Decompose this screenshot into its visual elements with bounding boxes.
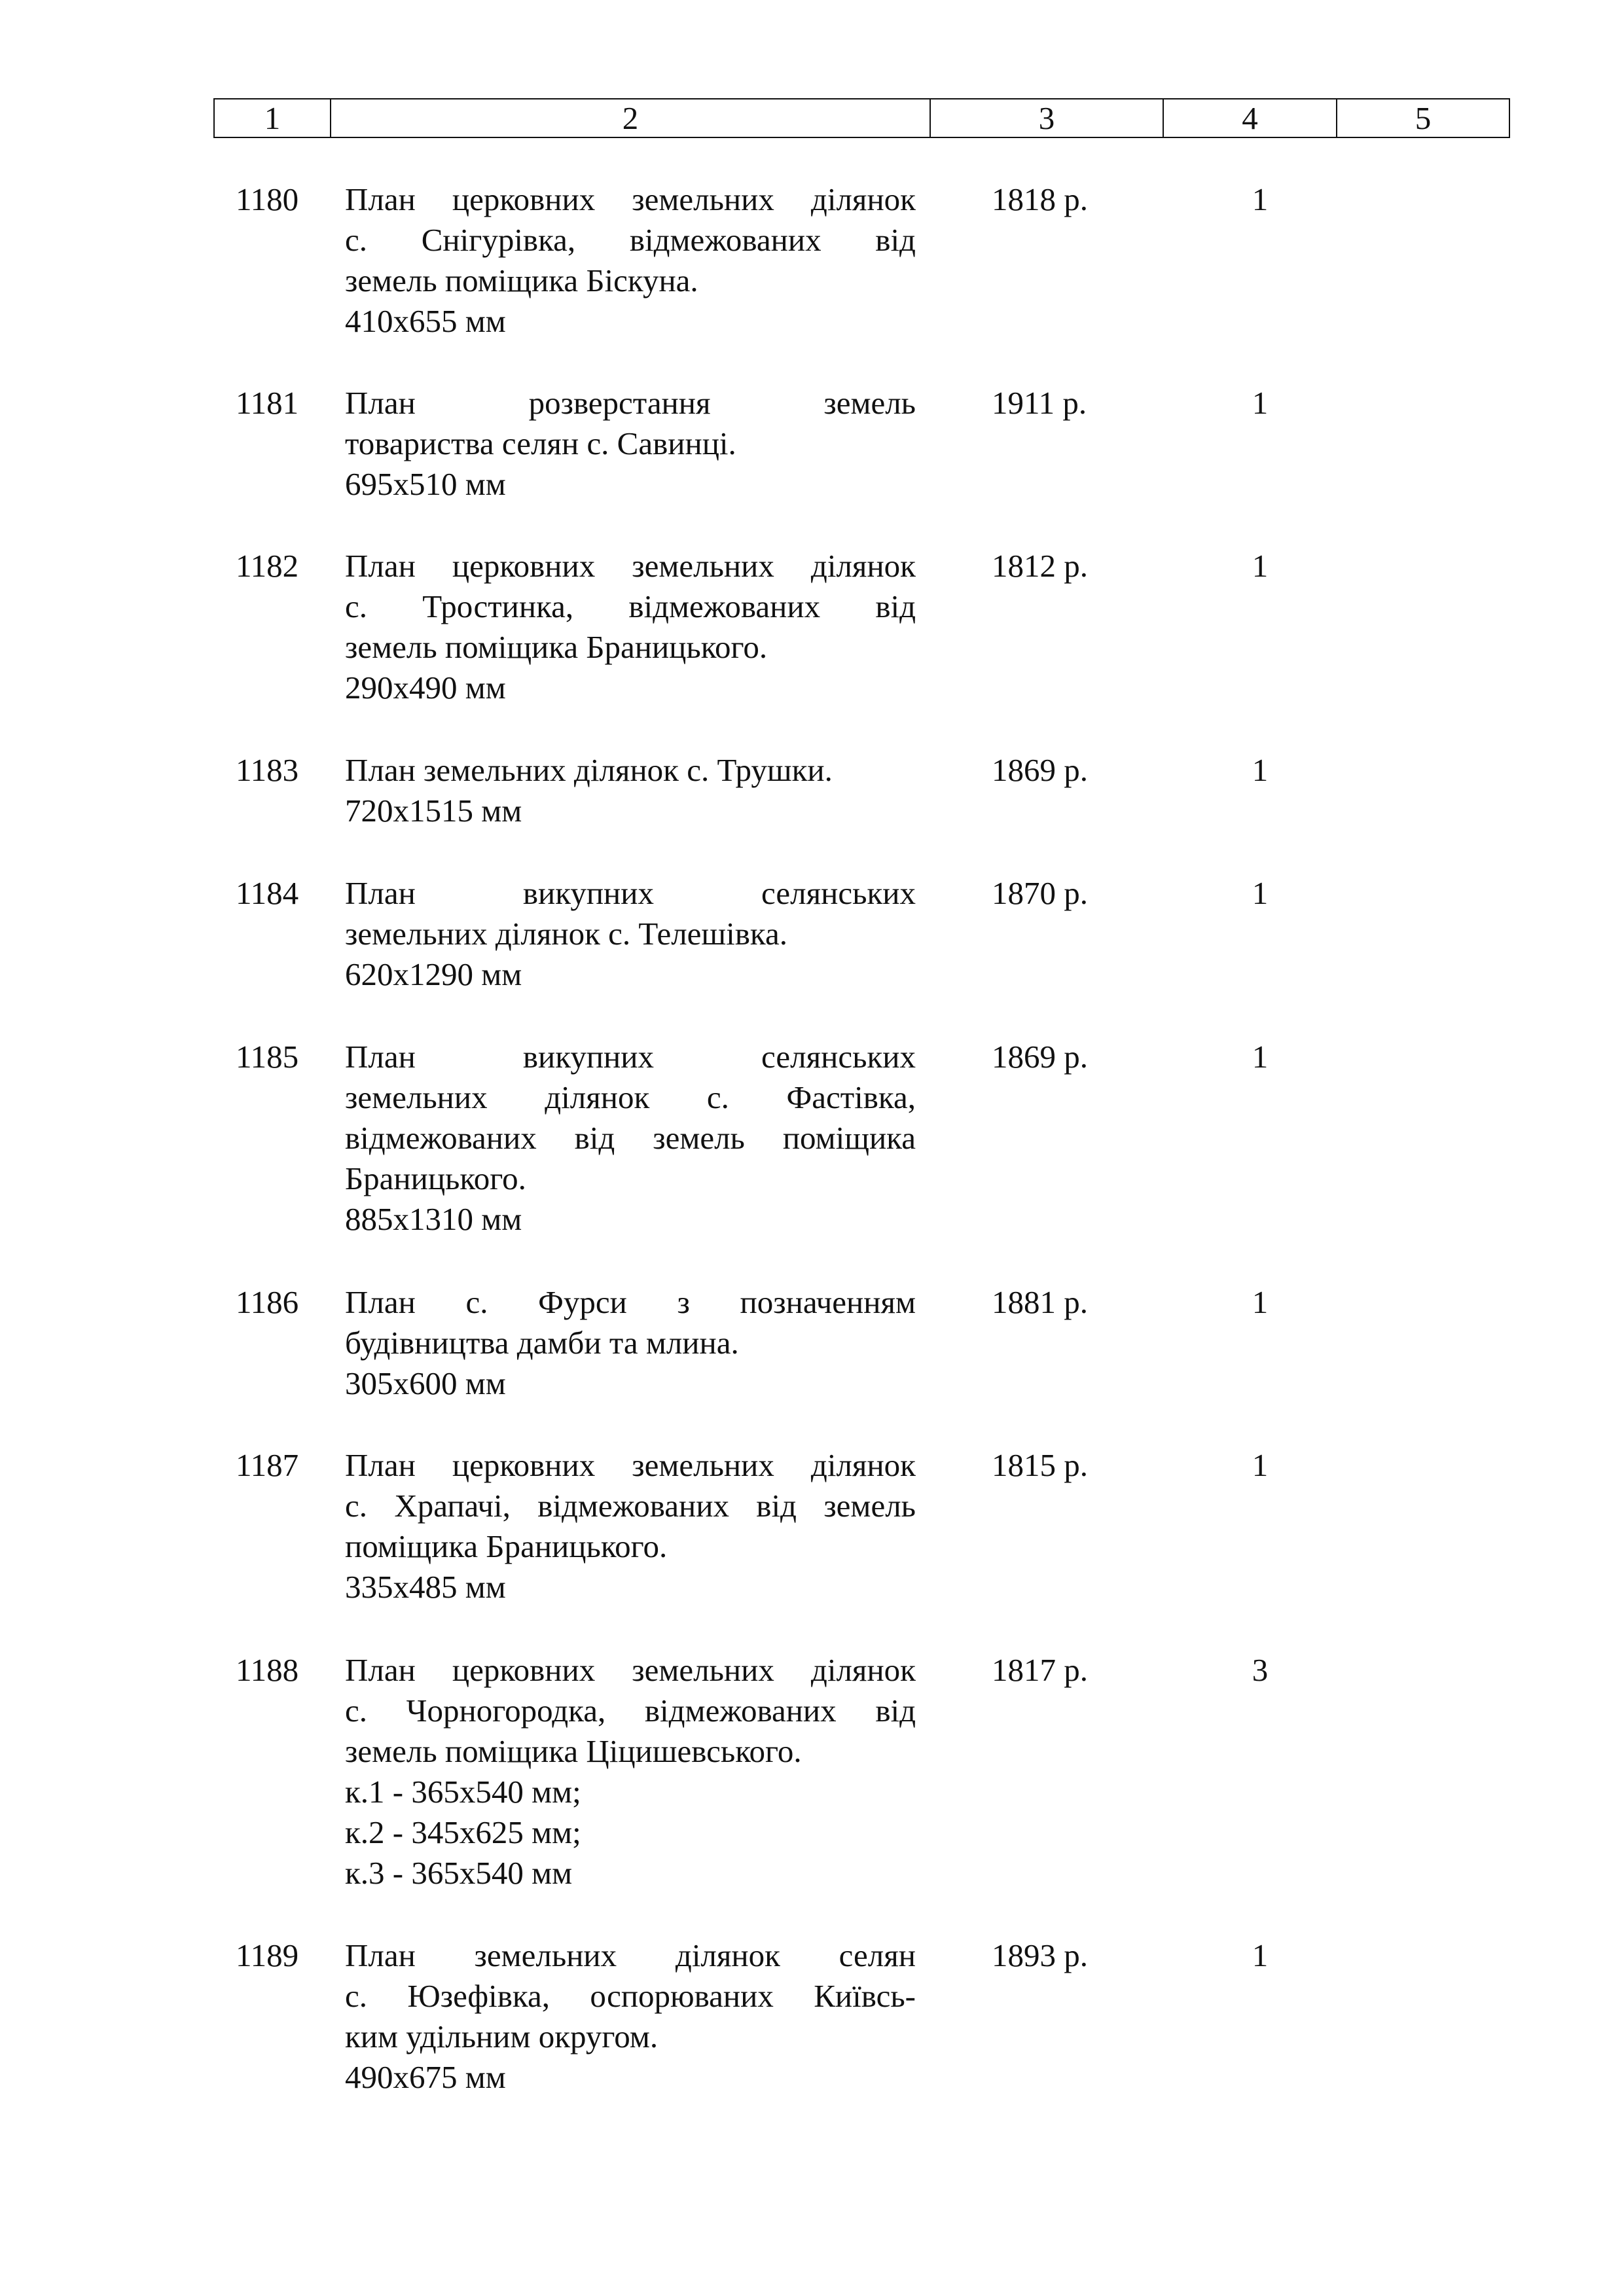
entry-date: 1812 р. <box>992 548 1088 584</box>
entry-number: 1180 <box>236 181 299 217</box>
entry-description <box>345 1445 916 1607</box>
entry-description <box>345 750 916 831</box>
description-line: к.2 - 345х625 мм; <box>345 1814 581 1850</box>
entry-count: 1 <box>1252 1447 1269 1483</box>
header-col-3: 3 <box>931 99 1164 137</box>
entry-date: 1869 р. <box>992 1039 1088 1075</box>
description-line: 410х655 мм <box>345 303 506 339</box>
description-line: с. Юзефівка, оспорюваних Київсь- <box>345 1978 916 2014</box>
entry-number: 1182 <box>236 548 299 584</box>
description-line: ким удільним округом. <box>345 2018 659 2054</box>
description-line: с. Тростинка, відмежованих від <box>345 588 916 624</box>
description-line: земель поміщика Ціцишевського. <box>345 1733 802 1769</box>
entry-number: 1187 <box>236 1447 299 1483</box>
entry-count: 1 <box>1252 1039 1269 1075</box>
entry-number: 1188 <box>236 1652 299 1688</box>
entry-description <box>345 546 916 708</box>
header-col-2: 2 <box>331 99 931 137</box>
description-line: земель поміщика Браницького. <box>345 629 768 665</box>
description-line: к.1 - 365х540 мм; <box>345 1774 581 1810</box>
description-line: План викупних селянських <box>345 1039 916 1075</box>
entry-number: 1185 <box>236 1039 299 1075</box>
entry-number: 1181 <box>236 385 299 421</box>
description-line: План церковних земельних ділянок <box>345 548 916 584</box>
entry-description <box>345 1650 916 1893</box>
description-line: 490х675 мм <box>345 2059 506 2095</box>
entry-description <box>345 1282 916 1404</box>
entry-date: 1870 р. <box>992 875 1088 911</box>
entry-date: 1893 р. <box>992 1937 1088 1973</box>
entry-date: 1817 р. <box>992 1652 1088 1688</box>
entry-description <box>345 179 916 342</box>
entry-number: 1189 <box>236 1937 299 1973</box>
description-line: 335х485 мм <box>345 1569 506 1605</box>
header-col-1: 1 <box>215 99 331 137</box>
description-line: 885х1310 мм <box>345 1201 522 1237</box>
description-line: План церковних земельних ділянок <box>345 181 916 217</box>
description-line: товариства селян с. Савинці. <box>345 425 736 461</box>
entry-count: 1 <box>1252 385 1269 421</box>
description-line: План с. Фурси з позначенням <box>345 1284 916 1320</box>
description-line: поміщика Браницького. <box>345 1528 668 1564</box>
description-line: 695х510 мм <box>345 466 506 502</box>
description-line: відмежованих від земель поміщика <box>345 1120 916 1156</box>
entry-count: 1 <box>1252 548 1269 584</box>
description-line: земельних ділянок с. Фастівка, <box>345 1079 916 1115</box>
description-line: План земельних ділянок селян <box>345 1937 916 1973</box>
entry-count: 1 <box>1252 752 1269 788</box>
entry-date: 1869 р. <box>992 752 1088 788</box>
entry-count: 1 <box>1252 1937 1269 1973</box>
entry-description <box>345 383 916 505</box>
description-line: земель поміщика Біскуна. <box>345 262 698 298</box>
entry-date: 1911 р. <box>992 385 1087 421</box>
description-line: План земельних ділянок с. Трушки. <box>345 752 833 788</box>
description-line: План церковних земельних ділянок <box>345 1652 916 1688</box>
entry-count: 1 <box>1252 1284 1269 1320</box>
header-col-4: 4 <box>1164 99 1337 137</box>
entry-description <box>345 1037 916 1240</box>
description-line: 620х1290 мм <box>345 956 522 992</box>
entry-description <box>345 873 916 995</box>
description-line: Браницького. <box>345 1160 526 1196</box>
description-line: План викупних селянських <box>345 875 916 911</box>
entry-count: 1 <box>1252 181 1269 217</box>
description-line: 305х600 мм <box>345 1365 506 1401</box>
entry-number: 1183 <box>236 752 299 788</box>
description-line: будівництва дамби та млина. <box>345 1325 739 1361</box>
entry-date: 1815 р. <box>992 1447 1088 1483</box>
table-header <box>213 98 1510 138</box>
description-line: к.3 - 365х540 мм <box>345 1855 573 1891</box>
description-line: План розверстання земель <box>345 385 916 421</box>
description-line: 720х1515 мм <box>345 793 522 829</box>
description-line: 290х490 мм <box>345 670 506 706</box>
entry-number: 1186 <box>236 1284 299 1320</box>
entry-count: 1 <box>1252 875 1269 911</box>
description-line: с. Храпачі, відмежованих від земель <box>345 1488 916 1524</box>
entry-date: 1818 р. <box>992 181 1088 217</box>
entry-number: 1184 <box>236 875 299 911</box>
description-line: с. Чорногородка, відмежованих від <box>345 1693 916 1729</box>
header-col-5: 5 <box>1415 100 1432 136</box>
entry-count: 3 <box>1252 1652 1269 1688</box>
entry-description <box>345 1935 916 2098</box>
description-line: с. Снігурівка, відмежованих від <box>345 222 916 258</box>
description-line: План церковних земельних ділянок <box>345 1447 916 1483</box>
description-line: земельних ділянок с. Телешівка. <box>345 916 787 952</box>
entry-date: 1881 р. <box>992 1284 1088 1320</box>
